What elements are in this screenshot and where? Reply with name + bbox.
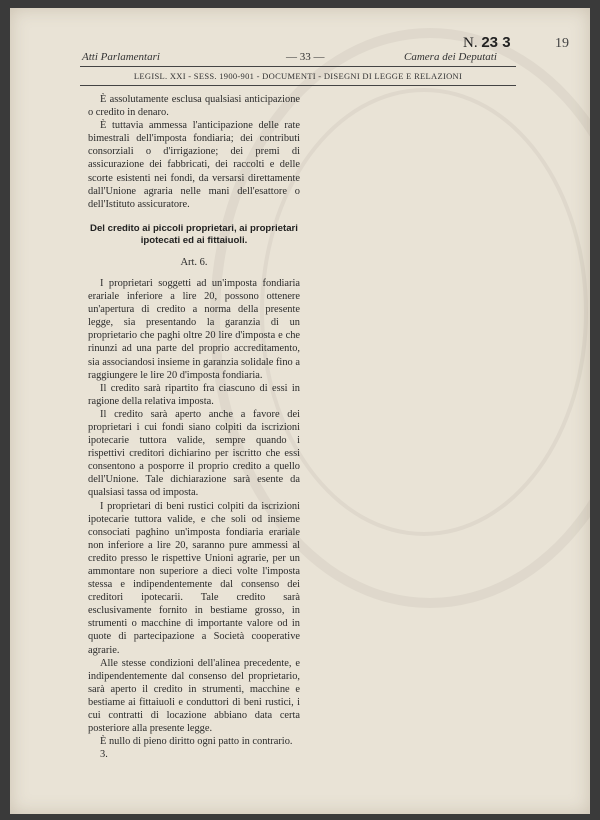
running-header-right: Camera dei Deputati xyxy=(404,51,497,63)
body-text xyxy=(88,93,300,761)
subheader-rule xyxy=(80,85,516,86)
document-number xyxy=(463,34,511,52)
header-rule xyxy=(80,66,516,67)
paragraph: È assolutamente esclusa qualsiasi anticipazione o credito in denaro. xyxy=(88,94,300,119)
page-mark: 3. xyxy=(100,749,108,761)
document-number-value: 23 3 xyxy=(481,34,511,51)
paragraph: Alle stesse condizioni dell'alinea precedente, e indipendentemente dal consenso del proprietario, sarà aperto il credito in strumenti, macchine e bestiame ai fittaiuoli e conduttori di beni rustici, i cui contratti di locazione abbiano data certa posteriore alla presente legge. xyxy=(88,657,300,735)
running-header-left: Atti Parlamentari xyxy=(82,51,160,63)
paragraph: I proprietari di beni rustici colpiti da iscrizioni ipotecarie tuttora valide, e che soli od insieme consociati paghino un'imposta fondiaria erariale non inferiore a lire 20, saranno pure ammessi al credito presso le rispettive Unioni agrarie, per un ammontare non superiore a dieci volte l'imposta stessa e indipendentemente dal consenso dei creditori ipotecarii. Tale credito sarà esclusivamente fornito in bestiame grosso, in strumenti o macchine di importante valore od in quote di partecipazione a Società cooperative agrarie. xyxy=(88,500,300,656)
paragraph: I proprietari soggetti ad un'imposta fondiaria erariale inferiore a lire 20, possono ottenere un'apertura di credito a norma della presente legge, sia presentando la garanzia di un proprietario che paghi oltre 20 lire d'imposta e che rinunzi ad una parte del proprio accreditamento, sia associandosi insieme in garanzia solidale fino a raggiungere le lire 20 d'imposta fondiaria. xyxy=(88,277,300,381)
section-heading: Del credito ai piccoli proprietari, ai proprietari ipotecati ed ai fittaiuoli. xyxy=(90,222,298,247)
page-number: — 33 — xyxy=(286,51,325,63)
document-page xyxy=(10,8,590,814)
subheader: LEGISL. XXI - SESS. 1900-901 - DOCUMENTI - DISEGNI DI LEGGE E RELAZIONI xyxy=(133,71,463,81)
article-title: Art. 6. xyxy=(180,256,208,268)
paragraph: È tuttavia ammessa l'anticipazione delle rate bimestrali dell'imposta fondiaria; dei contributi consorziali o d'irrigazione; dei premi di assicurazione dei fabbricati, dei raccolti e delle scorte esistenti nei fondi, da versarsi direttamente dall'Unione agraria nelle mani dell'esattore o dell'Istituto assicuratore. xyxy=(88,120,300,210)
paragraph: Il credito sarà aperto anche a favore dei proprietari i cui fondi siano colpiti da iscrizioni ipotecarie tuttora valide, sempre quando i rispettivi creditori dichiarino per iscritto che essi consentono a posporre il proprio credito a quello dell'Unione. Tale dichiarazione sarà esente da qualsiasi tassa od imposta. xyxy=(88,408,300,499)
paragraph: Il credito sarà ripartito fra ciascuno di essi in ragione della relativa imposta. xyxy=(88,382,300,407)
corner-number: 19 xyxy=(555,36,569,51)
document-number-prefix: N. xyxy=(463,35,478,51)
paragraph: È nullo di pieno diritto ogni patto in contrario. xyxy=(100,736,293,748)
watermark-seal-inner xyxy=(260,88,588,536)
